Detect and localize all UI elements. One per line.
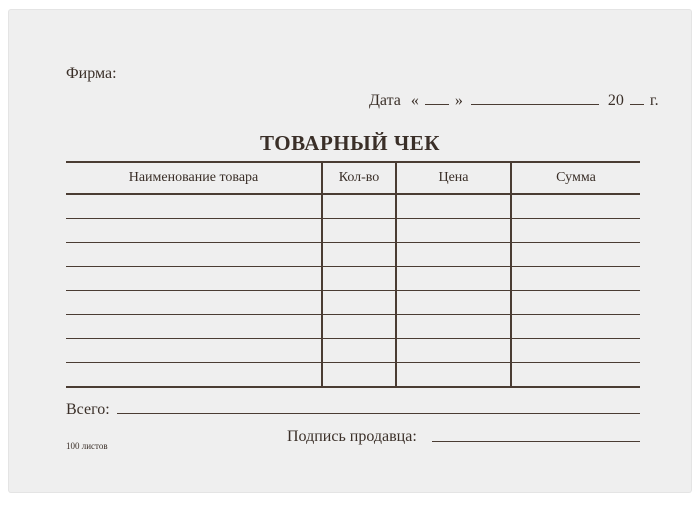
price-cell[interactable] — [396, 291, 511, 315]
item-name-cell[interactable] — [66, 291, 322, 315]
date-month-field[interactable] — [471, 92, 599, 105]
item-name-cell[interactable] — [66, 243, 322, 267]
header-item-name: Наименование товара — [66, 162, 322, 194]
date-year-field[interactable] — [630, 92, 644, 105]
table-row — [66, 194, 640, 219]
amount-cell[interactable] — [511, 291, 640, 315]
amount-cell[interactable] — [511, 243, 640, 267]
document-title: ТОВАРНЫЙ ЧЕК — [260, 131, 440, 155]
item-name-cell[interactable] — [66, 194, 322, 219]
price-cell[interactable] — [396, 243, 511, 267]
date-year-prefix: 20 — [607, 92, 624, 109]
date-day-field[interactable] — [425, 92, 449, 105]
table-row — [66, 339, 640, 363]
quantity-cell[interactable] — [322, 315, 396, 339]
header-amount: Сумма — [511, 162, 640, 194]
total-field[interactable] — [117, 413, 640, 414]
quantity-cell[interactable] — [322, 339, 396, 363]
header-price: Цена — [396, 162, 511, 194]
price-cell[interactable] — [396, 315, 511, 339]
goods-table-body — [66, 194, 640, 387]
date-row — [369, 92, 659, 110]
item-name-cell[interactable] — [66, 339, 322, 363]
table-row — [66, 315, 640, 339]
date-year-suffix: г. — [649, 92, 659, 109]
firm-label: Фирма: — [66, 65, 117, 82]
item-name-cell[interactable] — [66, 315, 322, 339]
item-name-cell[interactable] — [66, 363, 322, 388]
price-cell[interactable] — [396, 363, 511, 388]
header-quantity: Кол-во — [322, 162, 396, 194]
amount-cell[interactable] — [511, 339, 640, 363]
quantity-cell[interactable] — [322, 267, 396, 291]
price-cell[interactable] — [396, 339, 511, 363]
date-open-quote: « — [410, 92, 419, 109]
item-name-cell[interactable] — [66, 219, 322, 243]
goods-table — [66, 161, 640, 388]
price-cell[interactable] — [396, 219, 511, 243]
date-label: Дата — [369, 92, 401, 109]
amount-cell[interactable] — [511, 363, 640, 388]
amount-cell[interactable] — [511, 315, 640, 339]
quantity-cell[interactable] — [322, 194, 396, 219]
quantity-cell[interactable] — [322, 363, 396, 388]
amount-cell[interactable] — [511, 267, 640, 291]
total-label: Всего: — [66, 401, 110, 418]
date-close-quote: » — [454, 92, 463, 109]
price-cell[interactable] — [396, 267, 511, 291]
quantity-cell[interactable] — [322, 243, 396, 267]
table-row — [66, 363, 640, 388]
table-row — [66, 243, 640, 267]
sheets-count-note: 100 листов — [66, 441, 108, 451]
seller-signature-field[interactable] — [432, 441, 640, 442]
quantity-cell[interactable] — [322, 219, 396, 243]
seller-signature-label: Подпись продавца: — [287, 428, 417, 445]
quantity-cell[interactable] — [322, 291, 396, 315]
table-row — [66, 291, 640, 315]
price-cell[interactable] — [396, 194, 511, 219]
item-name-cell[interactable] — [66, 267, 322, 291]
table-row — [66, 219, 640, 243]
goods-table-header — [66, 162, 640, 194]
amount-cell[interactable] — [511, 194, 640, 219]
table-row — [66, 267, 640, 291]
amount-cell[interactable] — [511, 219, 640, 243]
